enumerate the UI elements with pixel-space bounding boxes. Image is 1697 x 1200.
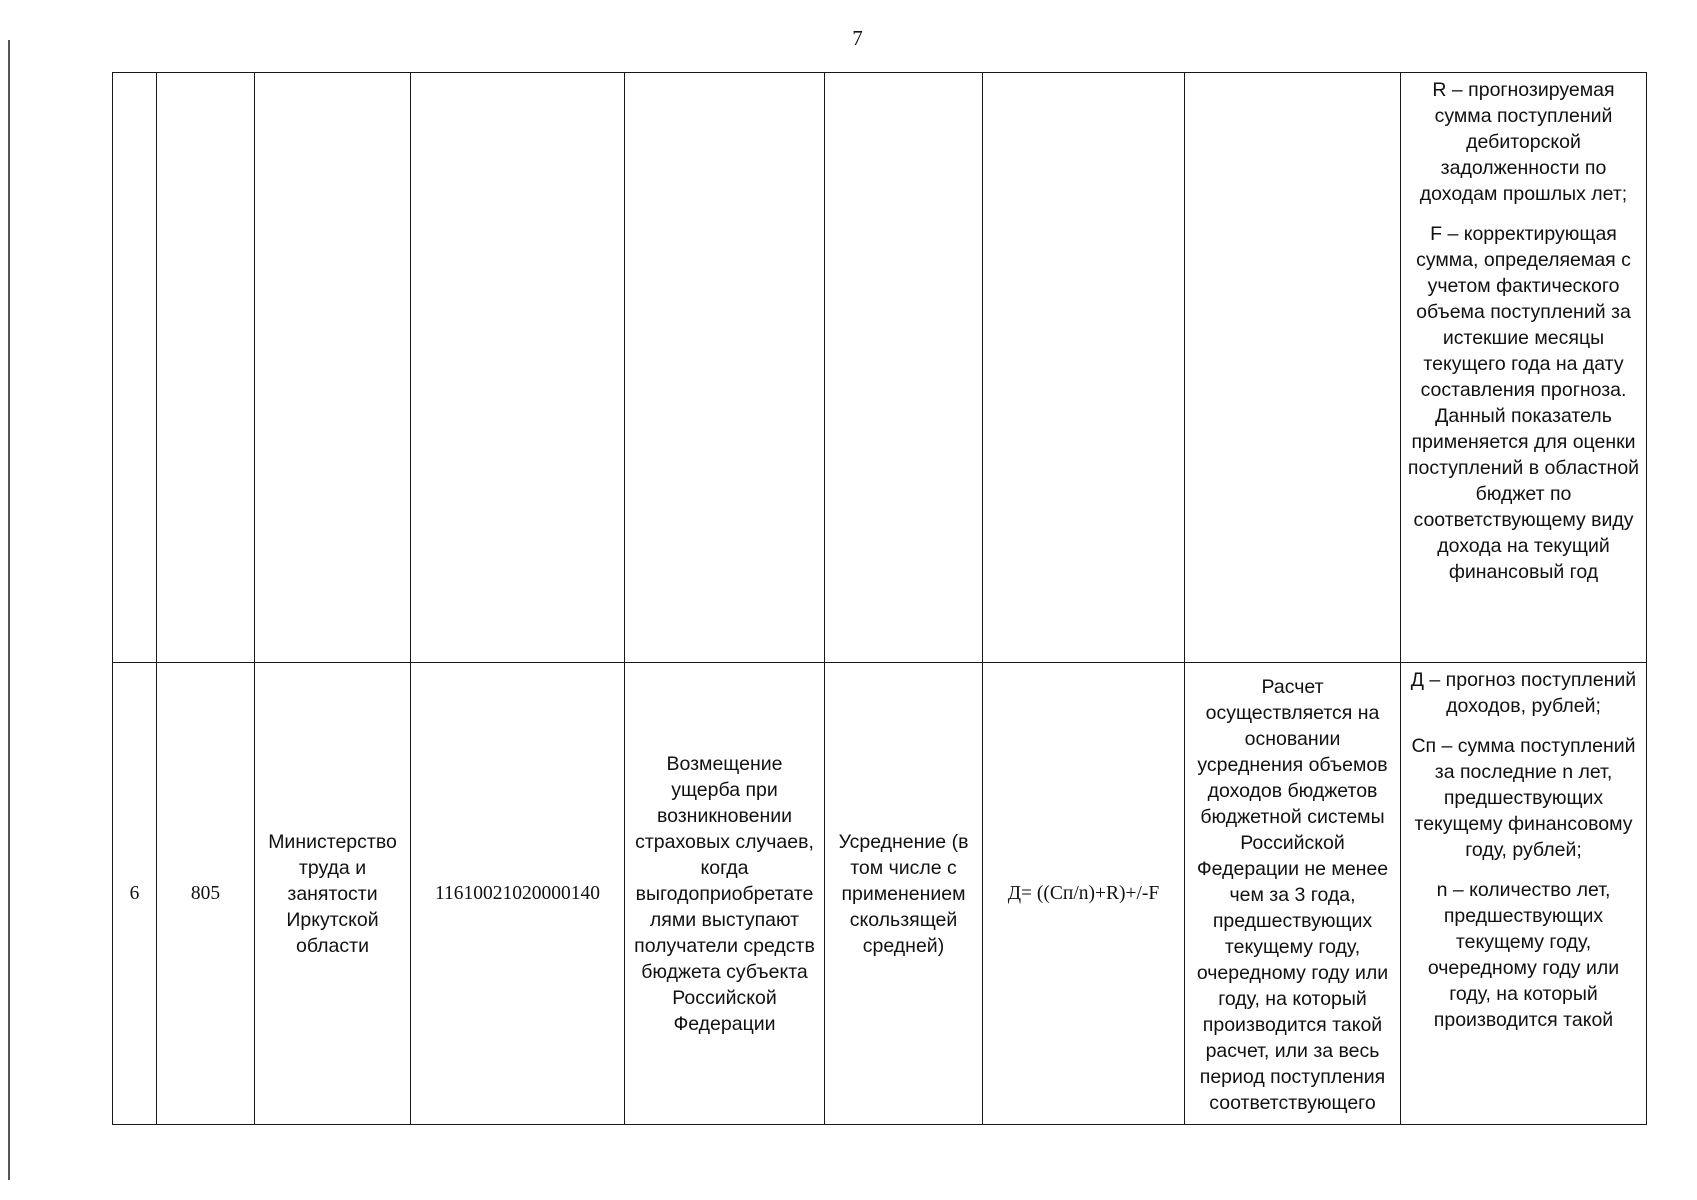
cell-empty xyxy=(113,73,157,663)
cell-empty xyxy=(157,73,255,663)
cell-kbk-code: 11610021020000140 xyxy=(411,663,625,1125)
table-row xyxy=(113,663,1647,1125)
cell-row-number: 6 xyxy=(113,663,157,1125)
cell-empty xyxy=(411,73,625,663)
page-number: 7 xyxy=(852,26,863,50)
algorithm-text: Расчет осуществляется на основании усреднения объемов доходов бюджетов бюджетной системы Российской Федерации не менее чем за 3 года, предшествующих текущему году, очередному году или году, на который производится такой расчет, или за весь период поступления соответствующего xyxy=(1196,676,1389,1114)
cell-description xyxy=(1401,663,1647,1125)
cell-algorithm xyxy=(1185,663,1401,1125)
cell-income-name: Возмещение ущерба при возникновении страховых случаев, когда выгодоприобретате лями выступают получатели средств бюджета субъекта Российской Федерации xyxy=(625,663,825,1125)
cell-formula: Д= ((Сп/n)+R)+/-F xyxy=(983,663,1185,1125)
description-paragraph: Д – прогноз поступлений доходов, рублей; xyxy=(1410,669,1637,717)
income-forecast-table xyxy=(112,72,1647,1125)
table-row-continued xyxy=(113,73,1647,663)
cell-method: Усреднение (в том числе с применением скользящей средней) xyxy=(825,663,983,1125)
cell-empty xyxy=(983,73,1185,663)
description-paragraph: R – прогнозируемая сумма поступлений дебиторской задолженности по доходам прошлых лет; xyxy=(1419,79,1628,205)
cell-empty xyxy=(825,73,983,663)
cell-administrator: Министерство труда и занятости Иркутской области xyxy=(255,663,411,1125)
description-paragraph: F – корректирующая сумма, определяемая с учетом фактического объема поступлений за истекшие месяцы текущего года на дату составления прогноза. Данный показатель применяется для оценки поступлений в областной бюджет по соответствующему виду дохода на текущий финансовый год xyxy=(1407,223,1640,583)
cell-empty xyxy=(1185,73,1401,663)
page-edge-line xyxy=(8,40,10,1180)
cell-admin-code: 805 xyxy=(157,663,255,1125)
cell-empty xyxy=(625,73,825,663)
description-paragraph: n – количество лет, предшествующих текущему году, очередному году или году, на который производится такой xyxy=(1427,879,1620,1031)
cell-description-continued xyxy=(1401,73,1647,663)
cell-empty xyxy=(255,73,411,663)
description-paragraph: Сп – сумма поступлений за последние n лет, предшествующих текущему финансовому году, рублей; xyxy=(1411,735,1636,861)
